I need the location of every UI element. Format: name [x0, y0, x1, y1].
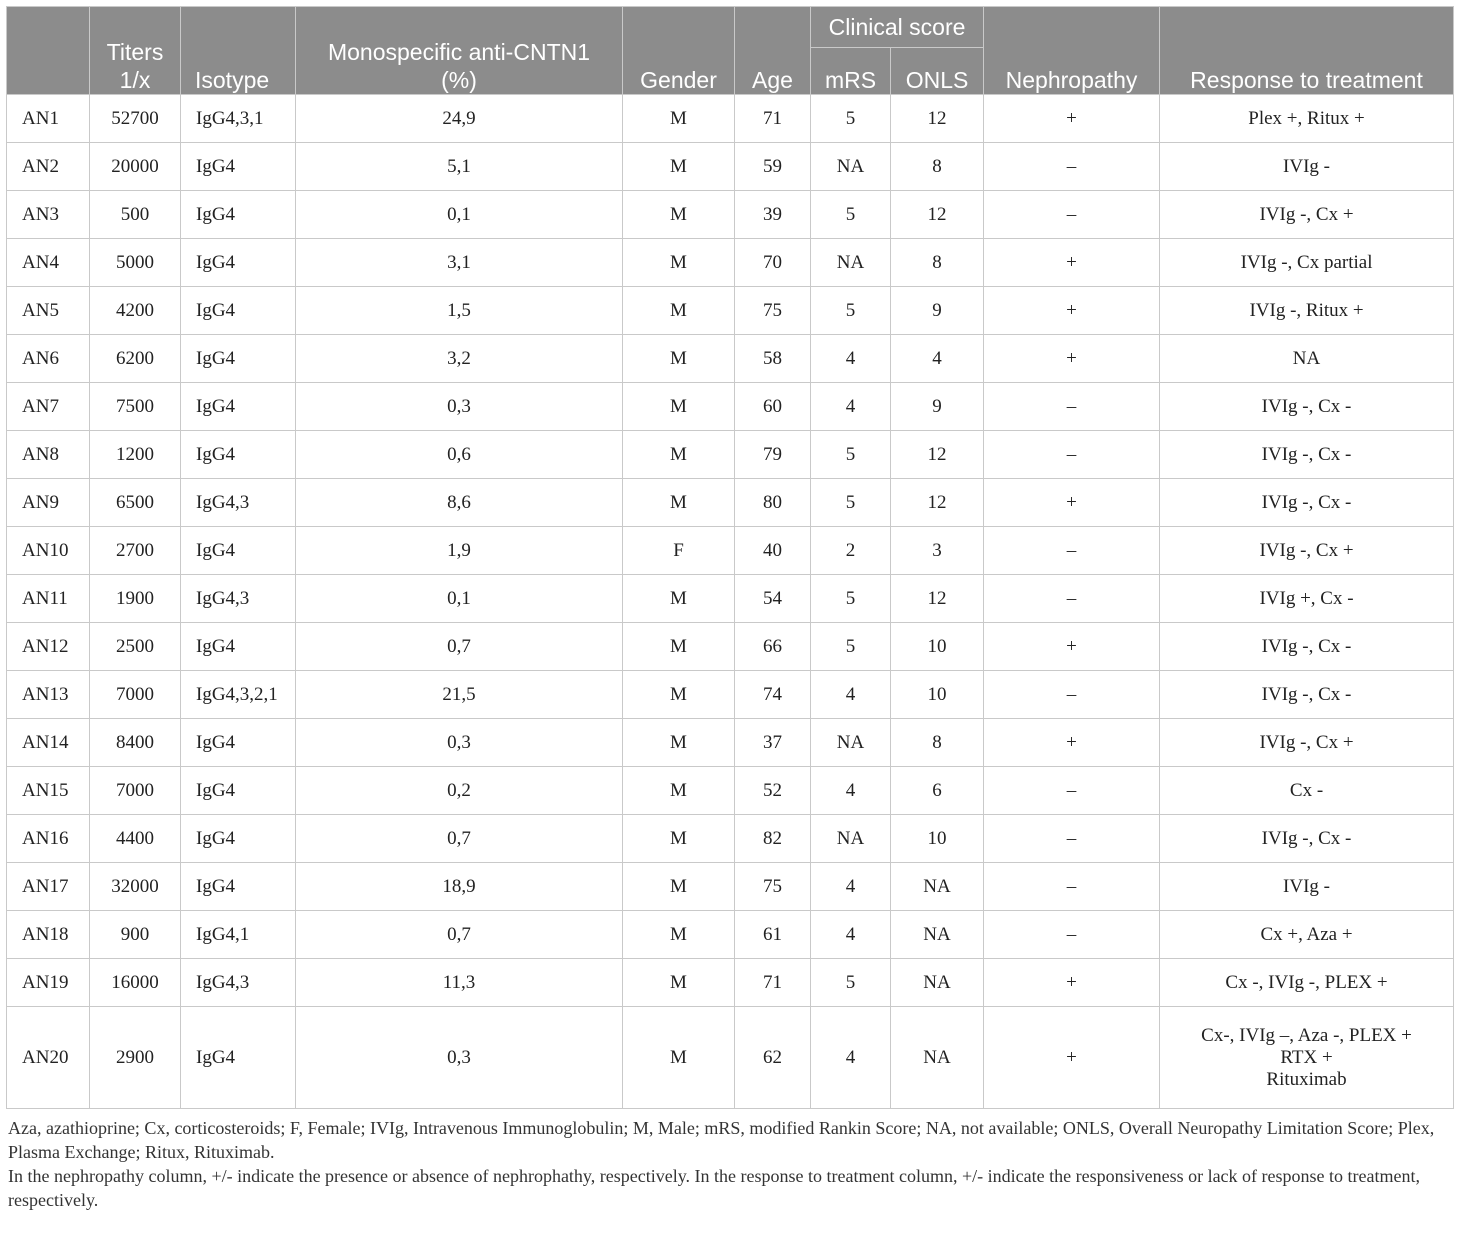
header-isotype: Isotype: [181, 7, 296, 95]
cell-response: IVIg -, Cx -: [1160, 623, 1454, 671]
cell-monospecific: 0,7: [296, 911, 623, 959]
cell-id: AN17: [7, 863, 90, 911]
cell-response: IVIg -: [1160, 863, 1454, 911]
cell-mrs: NA: [811, 815, 891, 863]
footnote-legend: In the nephropathy column, +/- indicate the presence or absence of nephrophathy, respectively. In the response to treatment column, +/- indicate the responsiveness or lack of response to treatment, respectively.: [8, 1166, 1420, 1210]
cell-response: IVIg -, Cx -: [1160, 383, 1454, 431]
cell-monospecific: 18,9: [296, 863, 623, 911]
cell-response: IVIg -, Cx +: [1160, 527, 1454, 575]
cell-response: IVIg -, Ritux +: [1160, 287, 1454, 335]
cell-titers: 52700: [90, 95, 181, 143]
patient-table: [6, 6, 1454, 1109]
cell-age: 71: [735, 95, 811, 143]
table-row: [7, 575, 1454, 623]
cell-nephropathy: –: [984, 431, 1160, 479]
cell-isotype: IgG4,3,2,1: [181, 671, 296, 719]
cell-id: AN1: [7, 95, 90, 143]
cell-gender: M: [623, 239, 735, 287]
cell-monospecific: 11,3: [296, 959, 623, 1007]
cell-titers: 1900: [90, 575, 181, 623]
cell-titers: 6500: [90, 479, 181, 527]
table-row: [7, 863, 1454, 911]
cell-nephropathy: +: [984, 335, 1160, 383]
header-mrs: mRS: [811, 48, 891, 95]
cell-monospecific: 0,3: [296, 1007, 623, 1109]
table-row: [7, 623, 1454, 671]
table-row: [7, 191, 1454, 239]
cell-age: 52: [735, 767, 811, 815]
cell-mrs: NA: [811, 239, 891, 287]
cell-monospecific: 1,5: [296, 287, 623, 335]
table-footnotes: [6, 1116, 1453, 1212]
cell-age: 40: [735, 527, 811, 575]
cell-id: AN11: [7, 575, 90, 623]
cell-gender: M: [623, 431, 735, 479]
cell-onls: NA: [891, 911, 984, 959]
cell-response: Cx +, Aza +: [1160, 911, 1454, 959]
cell-isotype: IgG4: [181, 287, 296, 335]
cell-monospecific: 0,7: [296, 623, 623, 671]
cell-isotype: IgG4: [181, 863, 296, 911]
cell-nephropathy: –: [984, 767, 1160, 815]
table-row: [7, 815, 1454, 863]
cell-gender: M: [623, 719, 735, 767]
cell-id: AN6: [7, 335, 90, 383]
cell-id: AN14: [7, 719, 90, 767]
cell-monospecific: 0,2: [296, 767, 623, 815]
table-row: [7, 959, 1454, 1007]
cell-response: IVIg -, Cx -: [1160, 671, 1454, 719]
cell-id: AN8: [7, 431, 90, 479]
cell-id: AN4: [7, 239, 90, 287]
cell-mrs: 2: [811, 527, 891, 575]
cell-titers: 500: [90, 191, 181, 239]
cell-onls: 12: [891, 479, 984, 527]
cell-nephropathy: –: [984, 191, 1160, 239]
table-row: [7, 95, 1454, 143]
header-monospecific: [296, 7, 623, 95]
cell-isotype: IgG4,3: [181, 575, 296, 623]
header-id: [7, 7, 90, 95]
cell-isotype: IgG4: [181, 383, 296, 431]
cell-gender: M: [623, 1007, 735, 1109]
cell-nephropathy: –: [984, 911, 1160, 959]
cell-response: Cx -, IVIg -, PLEX +: [1160, 959, 1454, 1007]
cell-age: 66: [735, 623, 811, 671]
header-clinical-score: Clinical score: [811, 7, 984, 48]
cell-monospecific: 0,3: [296, 719, 623, 767]
cell-response: [1160, 1007, 1454, 1109]
cell-response: Cx -: [1160, 767, 1454, 815]
header-nephropathy: Nephropathy: [984, 7, 1160, 95]
cell-age: 59: [735, 143, 811, 191]
cell-nephropathy: –: [984, 527, 1160, 575]
cell-response: IVIg -: [1160, 143, 1454, 191]
cell-titers: 4400: [90, 815, 181, 863]
cell-onls: 10: [891, 671, 984, 719]
cell-isotype: IgG4: [181, 143, 296, 191]
cell-isotype: IgG4,3: [181, 479, 296, 527]
cell-monospecific: 24,9: [296, 95, 623, 143]
cell-id: AN5: [7, 287, 90, 335]
table-row: [7, 527, 1454, 575]
cell-nephropathy: +: [984, 479, 1160, 527]
cell-isotype: IgG4,3,1: [181, 95, 296, 143]
cell-monospecific: 8,6: [296, 479, 623, 527]
cell-id: AN18: [7, 911, 90, 959]
cell-nephropathy: –: [984, 383, 1160, 431]
cell-mrs: 5: [811, 191, 891, 239]
cell-titers: 32000: [90, 863, 181, 911]
cell-monospecific: 0,1: [296, 191, 623, 239]
response-line: RTX +: [1280, 1046, 1333, 1068]
cell-response: IVIg -, Cx -: [1160, 479, 1454, 527]
cell-id: AN19: [7, 959, 90, 1007]
response-line: Rituximab: [1266, 1068, 1347, 1090]
table-row: [7, 767, 1454, 815]
cell-monospecific: 1,9: [296, 527, 623, 575]
cell-isotype: IgG4: [181, 815, 296, 863]
cell-onls: 4: [891, 335, 984, 383]
cell-age: 54: [735, 575, 811, 623]
table-container: [6, 6, 1453, 1212]
response-line: Cx-, IVIg –, Aza -, PLEX +: [1201, 1024, 1412, 1046]
cell-gender: M: [623, 335, 735, 383]
cell-monospecific: 0,1: [296, 575, 623, 623]
cell-onls: NA: [891, 959, 984, 1007]
cell-age: 62: [735, 1007, 811, 1109]
cell-mrs: 4: [811, 911, 891, 959]
cell-mrs: 5: [811, 959, 891, 1007]
cell-response: IVIg -, Cx -: [1160, 815, 1454, 863]
cell-nephropathy: +: [984, 287, 1160, 335]
cell-id: AN13: [7, 671, 90, 719]
cell-mrs: 4: [811, 863, 891, 911]
table-row: [7, 719, 1454, 767]
cell-mrs: 5: [811, 287, 891, 335]
table-row: [7, 1007, 1454, 1109]
cell-mrs: 5: [811, 95, 891, 143]
cell-onls: 12: [891, 191, 984, 239]
cell-age: 58: [735, 335, 811, 383]
header-titers: [90, 7, 181, 95]
table-row: [7, 239, 1454, 287]
cell-gender: M: [623, 911, 735, 959]
cell-onls: 12: [891, 431, 984, 479]
header-response: Response to treatment: [1160, 7, 1454, 95]
cell-mrs: 5: [811, 479, 891, 527]
cell-titers: 7000: [90, 671, 181, 719]
cell-gender: M: [623, 479, 735, 527]
cell-mrs: 4: [811, 671, 891, 719]
cell-nephropathy: +: [984, 719, 1160, 767]
cell-titers: 2500: [90, 623, 181, 671]
header-gender: Gender: [623, 7, 735, 95]
table-row: [7, 383, 1454, 431]
cell-onls: 8: [891, 239, 984, 287]
cell-titers: 6200: [90, 335, 181, 383]
cell-mrs: 4: [811, 383, 891, 431]
cell-age: 80: [735, 479, 811, 527]
cell-age: 82: [735, 815, 811, 863]
footnote-abbreviations: Aza, azathioprine; Cx, corticosteroids; F, Female; IVIg, Intravenous Immunoglobulin; M, Male; mRS, modified Rankin Score; NA, not available; ONLS, Overall Neuropathy Limitation Score; Plex, Plasma Exchange; Ritux, Rituximab.: [8, 1118, 1435, 1162]
cell-monospecific: 3,2: [296, 335, 623, 383]
cell-mrs: 4: [811, 335, 891, 383]
cell-isotype: IgG4: [181, 335, 296, 383]
cell-age: 70: [735, 239, 811, 287]
cell-response: IVIg -, Cx +: [1160, 191, 1454, 239]
table-row: [7, 479, 1454, 527]
cell-nephropathy: –: [984, 575, 1160, 623]
header-onls: ONLS: [891, 48, 984, 95]
table-row: [7, 143, 1454, 191]
header-age: Age: [735, 7, 811, 95]
cell-monospecific: 0,7: [296, 815, 623, 863]
cell-response: NA: [1160, 335, 1454, 383]
cell-age: 79: [735, 431, 811, 479]
cell-titers: 5000: [90, 239, 181, 287]
cell-response: IVIg -, Cx partial: [1160, 239, 1454, 287]
cell-response: IVIg -, Cx -: [1160, 431, 1454, 479]
cell-gender: M: [623, 815, 735, 863]
cell-gender: F: [623, 527, 735, 575]
cell-onls: 6: [891, 767, 984, 815]
cell-titers: 16000: [90, 959, 181, 1007]
cell-id: AN10: [7, 527, 90, 575]
cell-titers: 2900: [90, 1007, 181, 1109]
cell-age: 60: [735, 383, 811, 431]
cell-onls: 12: [891, 575, 984, 623]
cell-monospecific: 21,5: [296, 671, 623, 719]
cell-gender: M: [623, 191, 735, 239]
cell-gender: M: [623, 863, 735, 911]
cell-id: AN7: [7, 383, 90, 431]
cell-isotype: IgG4: [181, 767, 296, 815]
table-header: [7, 7, 1454, 95]
cell-gender: M: [623, 623, 735, 671]
cell-id: AN12: [7, 623, 90, 671]
cell-nephropathy: +: [984, 623, 1160, 671]
cell-monospecific: 0,3: [296, 383, 623, 431]
cell-titers: 20000: [90, 143, 181, 191]
cell-gender: M: [623, 671, 735, 719]
cell-monospecific: 3,1: [296, 239, 623, 287]
cell-isotype: IgG4: [181, 719, 296, 767]
cell-age: 39: [735, 191, 811, 239]
cell-id: AN15: [7, 767, 90, 815]
cell-isotype: IgG4: [181, 239, 296, 287]
cell-isotype: IgG4,1: [181, 911, 296, 959]
cell-titers: 7000: [90, 767, 181, 815]
cell-mrs: NA: [811, 143, 891, 191]
cell-titers: 4200: [90, 287, 181, 335]
cell-nephropathy: –: [984, 143, 1160, 191]
cell-response: IVIg +, Cx -: [1160, 575, 1454, 623]
cell-isotype: IgG4: [181, 431, 296, 479]
cell-age: 37: [735, 719, 811, 767]
table-row: [7, 335, 1454, 383]
cell-onls: 9: [891, 287, 984, 335]
cell-gender: M: [623, 287, 735, 335]
cell-titers: 8400: [90, 719, 181, 767]
table-row: [7, 671, 1454, 719]
cell-isotype: IgG4: [181, 191, 296, 239]
cell-onls: 8: [891, 143, 984, 191]
cell-nephropathy: –: [984, 863, 1160, 911]
cell-nephropathy: –: [984, 815, 1160, 863]
table-row: [7, 287, 1454, 335]
cell-isotype: IgG4,3: [181, 959, 296, 1007]
cell-isotype: IgG4: [181, 623, 296, 671]
cell-onls: 10: [891, 623, 984, 671]
cell-id: AN20: [7, 1007, 90, 1109]
table-body: [7, 95, 1454, 1109]
cell-isotype: IgG4: [181, 527, 296, 575]
cell-titers: 900: [90, 911, 181, 959]
cell-mrs: 4: [811, 767, 891, 815]
cell-id: AN3: [7, 191, 90, 239]
cell-mrs: 4: [811, 1007, 891, 1109]
cell-age: 75: [735, 287, 811, 335]
cell-nephropathy: +: [984, 239, 1160, 287]
table-row: [7, 911, 1454, 959]
cell-onls: 12: [891, 95, 984, 143]
cell-nephropathy: –: [984, 671, 1160, 719]
cell-onls: 9: [891, 383, 984, 431]
cell-nephropathy: +: [984, 1007, 1160, 1109]
cell-monospecific: 5,1: [296, 143, 623, 191]
cell-isotype: IgG4: [181, 1007, 296, 1109]
cell-response: IVIg -, Cx +: [1160, 719, 1454, 767]
cell-age: 75: [735, 863, 811, 911]
cell-age: 61: [735, 911, 811, 959]
cell-onls: 10: [891, 815, 984, 863]
cell-nephropathy: +: [984, 95, 1160, 143]
cell-titers: 2700: [90, 527, 181, 575]
cell-mrs: NA: [811, 719, 891, 767]
cell-mrs: 5: [811, 623, 891, 671]
cell-monospecific: 0,6: [296, 431, 623, 479]
cell-age: 71: [735, 959, 811, 1007]
cell-age: 74: [735, 671, 811, 719]
cell-response: Plex +, Ritux +: [1160, 95, 1454, 143]
cell-onls: NA: [891, 1007, 984, 1109]
header-titers-label: Titers 1/x: [106, 39, 164, 93]
cell-gender: M: [623, 383, 735, 431]
cell-id: AN9: [7, 479, 90, 527]
cell-id: AN2: [7, 143, 90, 191]
cell-gender: M: [623, 959, 735, 1007]
cell-mrs: 5: [811, 575, 891, 623]
table-row: [7, 431, 1454, 479]
cell-gender: M: [623, 767, 735, 815]
cell-titers: 7500: [90, 383, 181, 431]
cell-gender: M: [623, 575, 735, 623]
cell-gender: M: [623, 95, 735, 143]
cell-onls: NA: [891, 863, 984, 911]
cell-mrs: 5: [811, 431, 891, 479]
cell-onls: 3: [891, 527, 984, 575]
cell-id: AN16: [7, 815, 90, 863]
cell-titers: 1200: [90, 431, 181, 479]
cell-nephropathy: +: [984, 959, 1160, 1007]
cell-gender: M: [623, 143, 735, 191]
header-monospecific-label: Monospecific anti-CNTN1 (%): [327, 39, 591, 93]
cell-onls: 8: [891, 719, 984, 767]
